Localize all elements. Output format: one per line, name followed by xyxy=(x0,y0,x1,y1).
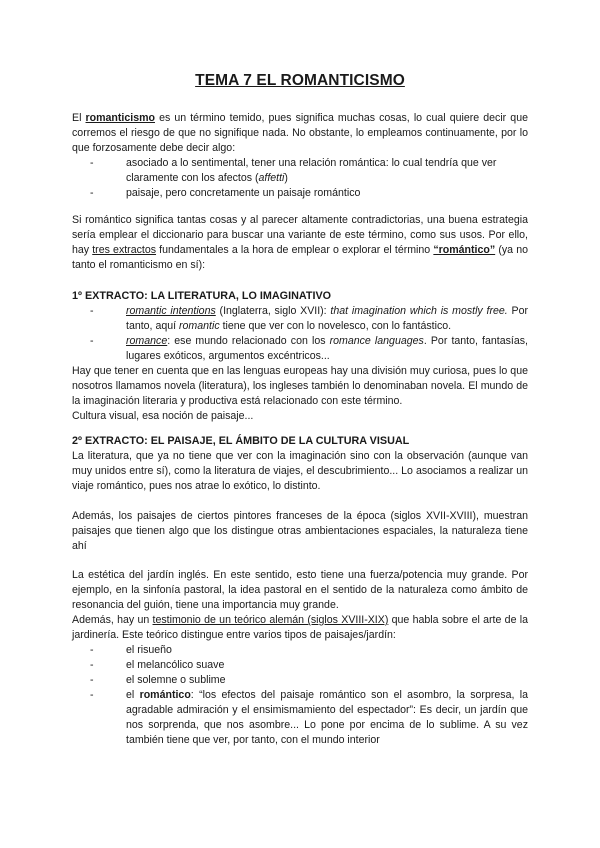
extract-2-paragraph-2: Además, los paisajes de ciertos pintores franceses de la época (siglos XVII-XVIII), muestran paisajes que tienen algo que los distingue otras ambientaciones espaciales, la naturaleza tiene ahí xyxy=(72,510,528,552)
garden-type-1: - el risueño xyxy=(90,644,172,656)
extract-2-paragraph-4 xyxy=(72,613,528,643)
garden-type-3: - el solemne o sublime xyxy=(90,674,226,686)
intro-text-rest: es un término temido, pues significa muchas cosas, lo cual quiere decir que corremos el riesgo de que no signifique nada. No obstante, lo empleamos continuamente, por lo que forzosamente debe decir algo: xyxy=(72,112,528,154)
extract-1-last-line: Cultura visual, esa noción de paisaje... xyxy=(72,410,254,422)
extract-1-bullets xyxy=(72,304,528,364)
p4-text-start: Además, hay un xyxy=(72,614,153,626)
extract-2-paragraph-1: La literatura, que ya no tiene que ver con la imaginación sino con la observación (aunque van muy unidos entre sí), como la literatura de viajes, el descubrimiento... Lo asociamos a realizar un viaje romántico, pues nos atrae lo exótico, lo distinto. xyxy=(72,450,528,492)
extract-1-bullet-1-mid: (Inglaterra, siglo XVII): xyxy=(215,305,331,317)
extract-1-heading: 1º EXTRACTO: LA LITERATURA, LO IMAGINATIVO xyxy=(72,290,332,302)
extract-2-section xyxy=(72,434,528,494)
intro-paragraph xyxy=(72,111,528,156)
term-romanticismo: romanticismo xyxy=(85,112,155,124)
p2-text-end: (ya no tanto el romanticismo en sí): xyxy=(72,244,528,271)
tres-extractos-text: tres extractos xyxy=(92,244,157,256)
romantic-word: romantic xyxy=(179,320,220,332)
extract-1-bullet-1-end: tiene que ver con lo novelesco, con lo fantástico. xyxy=(219,320,452,332)
garden-type-4-text: : “los efectos del paisaje romántico son el asombro, la sorpresa, la agradable admiración y el ensimismamiento del espectador”: Es decir, un jardín que nos sorprenda, que nos asombre... Lo pone por encima de lo sublime. A su vez también tiene que ver, por tanto, con el mundo interior xyxy=(126,689,528,746)
page-title: TEMA 7 EL ROMANTICISMO xyxy=(195,72,405,89)
garden-type-2: - el melancólico suave xyxy=(90,659,225,671)
extract-1-bullet-1: - romantic intentions (Inglaterra, siglo XVII): that imagination which is mostly free. Por tanto, aquí romantic tiene que ver con lo novelesco, con lo fantástico. xyxy=(90,305,528,332)
p4-text-end: que habla sobre el arte de la jardinería. Este teórico distingue entre varios tipos de paisajes/jardín: xyxy=(72,614,528,641)
extract-1-bullet-2: - romance: ese mundo relacionado con los romance languages. Por tanto, fantasías, lugares exóticos, argumentos excéntricos... xyxy=(90,335,528,362)
extract-1-section xyxy=(72,289,528,424)
intro-section xyxy=(72,111,528,201)
romantico-garden-term: romántico xyxy=(139,689,191,701)
extract-2-garden-section xyxy=(72,568,528,748)
extract-2-paragraph-3: La estética del jardín inglés. En este sentido, esto tiene una fuerza/potencia muy grande. Por ejemplo, en la sinfonía pastoral, la idea pastoral en el sentido de la naturaleza como ámbito de resonancia del guión, tiene una importancia muy grande. xyxy=(72,569,528,611)
garden-type-2-label: el melancólico suave xyxy=(126,659,225,671)
garden-types-list xyxy=(72,643,528,748)
intro-bullet-2: - paisaje, pero concretamente un paisaje romántico xyxy=(90,187,361,199)
garden-type-4-pre: el xyxy=(126,689,140,701)
romance-term: romance xyxy=(126,335,168,347)
german-theorist-text: testimonio de un teórico alemán (siglos XVIII-XIX) xyxy=(152,614,389,626)
extract-1-bullet-1-mid2: Por tanto, aquí xyxy=(126,305,528,332)
romance-languages-term: romance languages xyxy=(329,335,424,347)
intro-bullet-2-text: paisaje, pero concretamente un paisaje romántico xyxy=(126,187,361,199)
intro-bullet-list xyxy=(72,156,528,201)
romantic-intentions-term: romantic intentions xyxy=(126,305,216,317)
extract-2-heading: 2º EXTRACTO: EL PAISAJE, EL ÁMBITO DE LA CULTURA VISUAL xyxy=(72,435,410,447)
extract-1-bullet-2-end: . Por tanto, fantasías, lugares exóticos, argumentos excéntricos... xyxy=(126,335,528,362)
garden-type-4: - el romántico: “los efectos del paisaje romántico son el asombro, la sorpresa, la agradable admiración y el ensimismamiento del espectador”: Es decir, un jardín que nos sorprenda, que nos asombre... Lo pone por encima de lo sublime. A su vez también tiene que ver, por tanto, con el mundo interior xyxy=(90,689,528,746)
p2-text: Si romántico significa tantas cosas y al parecer altamente contradictorias, una buena estrategia sería emplear el diccionario para buscar una variante de este término, como sus usos. Por ello, hay xyxy=(72,214,528,256)
extracts-intro-paragraph xyxy=(72,213,528,273)
intro-text-start: El xyxy=(72,112,86,124)
imagination-quote: that imagination which is mostly free. xyxy=(330,305,508,317)
p2-text-mid: fundamentales a la hora de emplear o explorar el término xyxy=(156,244,434,256)
intro-bullet-1-close: ) xyxy=(284,172,288,184)
extract-1-bullet-2-mid: : ese mundo relacionado con los xyxy=(167,335,330,347)
extract-1-paragraph: Hay que tener en cuenta que en las lenguas europeas hay una división muy curiosa, pues lo que nosotros llamamos novela (literatura), los ingleses también lo denominaban novela. El mundo de la imaginación literaria y productiva está relacionado con este término. xyxy=(72,365,528,407)
affetti-term: affetti xyxy=(258,172,285,184)
term-romantico: “romántico” xyxy=(433,244,496,256)
garden-type-3-label: el solemne o sublime xyxy=(126,674,226,686)
garden-type-1-label: el risueño xyxy=(126,644,172,656)
intro-bullet-1: - asociado a lo sentimental, tener una relación romántica: lo cual tendría que ver claramente con los afectos (affetti) xyxy=(90,157,497,184)
intro-bullet-1-text: asociado a lo sentimental, tener una relación romántica: lo cual tendría que ver claramente con los afectos ( xyxy=(126,157,497,184)
